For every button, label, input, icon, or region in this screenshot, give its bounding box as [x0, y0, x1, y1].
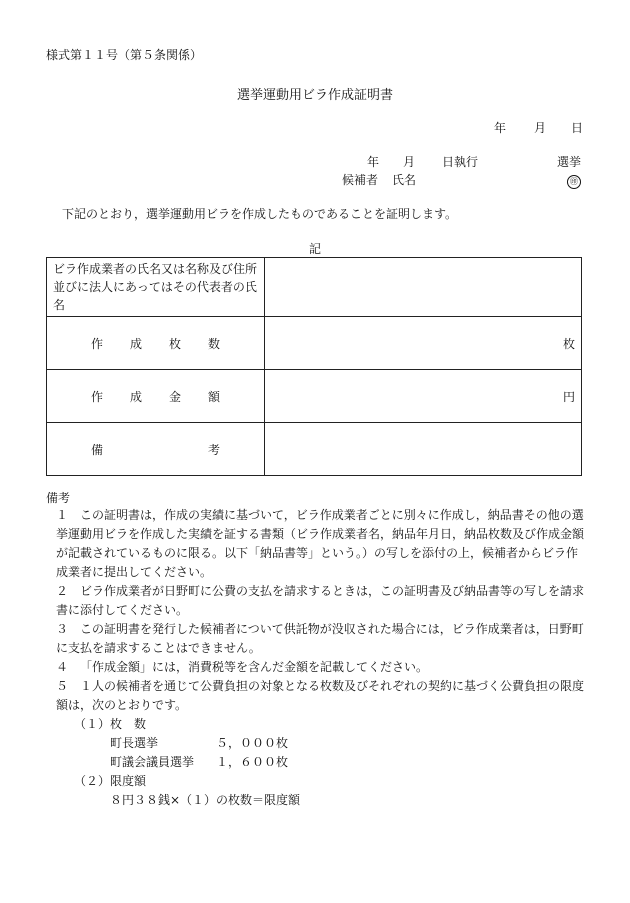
quantity-value[interactable] — [265, 317, 582, 370]
table-row-amount — [47, 370, 582, 423]
certificate-table — [46, 257, 582, 476]
sub-row-name: 町長選挙 — [110, 736, 159, 750]
election-month: 月 — [403, 155, 416, 169]
certification-statement: 下記のとおり，選挙運動用ビラを作成したものであることを証明します。 — [62, 207, 458, 221]
contractor-label: ビラ作成業者の氏名又は名称及び住所並びに法人にあってはその代表者の氏名 — [47, 258, 265, 317]
seal-icon: ㊞ — [567, 175, 581, 189]
remarks-label — [47, 423, 265, 476]
date-day: 日 — [571, 121, 584, 135]
sub-row-value: ５，０００枚 — [216, 736, 289, 750]
remarks-char: 備 — [91, 442, 104, 457]
candidate-label: 候補者 — [342, 173, 379, 187]
amount-char: 金 — [168, 389, 181, 404]
quantity-char: 作 — [91, 336, 104, 351]
sub-limit-formula: ８円３８銭×（１）の枚数＝限度額 — [110, 793, 301, 807]
election-year: 年 — [367, 155, 380, 169]
form-number: 様式第１１号（第５条関係） — [46, 48, 203, 62]
ki-heading: 記 — [308, 242, 321, 256]
seal-mark — [567, 173, 581, 189]
note-item: ４ 「作成金額」には，消費税等を含んだ金額を記載してください。 — [56, 660, 429, 674]
election-name: 選挙 — [557, 155, 582, 169]
date-year: 年 — [494, 121, 507, 135]
page-title: 選挙運動用ビラ作成証明書 — [236, 88, 393, 103]
note-item: １ この証明書は，作成の実績に基づいて，ビラ作成業者ごとに別々に作成し，納品書その他の選挙運動用ビラを作成した実績を証する書類（ビラ作成業者名，納品年月日，納品枚数及び作成金額が記載されているものに限る。以下「納品書等」という。）の写しを添付の上，候補者からビラ作成業者に提出してください。 — [56, 508, 585, 579]
note-item: ５ １人の候補者を通じて公費負担の対象となる枚数及びそれぞれの契約に基づく公費負担の限度額は，次のとおりです。 — [56, 679, 585, 712]
sub-limit-label: （２）限度額 — [74, 774, 147, 788]
amount-char: 成 — [129, 389, 142, 404]
date-month: 月 — [534, 121, 547, 135]
note-item: ２ ビラ作成業者が日野町に公費の支払を請求するときは，この証明書及び納品書等の写しを請求書に添付してください。 — [56, 584, 585, 617]
candidate-name-label: 氏名 — [392, 173, 417, 187]
table-row-quantity — [47, 317, 582, 370]
quantity-char: 数 — [207, 336, 220, 351]
quantity-char: 成 — [129, 336, 142, 351]
remarks-char: 考 — [207, 442, 220, 457]
table-row-contractor — [47, 258, 582, 317]
quantity-unit: 枚 — [562, 336, 575, 351]
amount-char: 額 — [207, 389, 220, 404]
quantity-char: 枚 — [168, 336, 181, 351]
contractor-value[interactable] — [265, 258, 582, 317]
amount-value[interactable] — [265, 370, 582, 423]
sub-row-value: １，６００枚 — [216, 755, 289, 769]
amount-unit: 円 — [562, 389, 575, 404]
note-item: ３ この証明書を発行した候補者について供託物が没収された場合には，ビラ作成業者は，日野町に支払を請求することはできません。 — [56, 622, 584, 655]
quantity-label — [47, 317, 265, 370]
amount-char: 作 — [91, 389, 104, 404]
remarks-value[interactable] — [265, 423, 582, 476]
sub-row-name: 町議会議員選挙 — [110, 755, 195, 769]
table-row-remarks — [47, 423, 582, 476]
sub-quantity-label: （１）枚 数 — [74, 717, 147, 731]
amount-label — [47, 370, 265, 423]
notes-heading: 備考 — [46, 491, 71, 505]
election-day-exec: 日執行 — [442, 155, 479, 169]
